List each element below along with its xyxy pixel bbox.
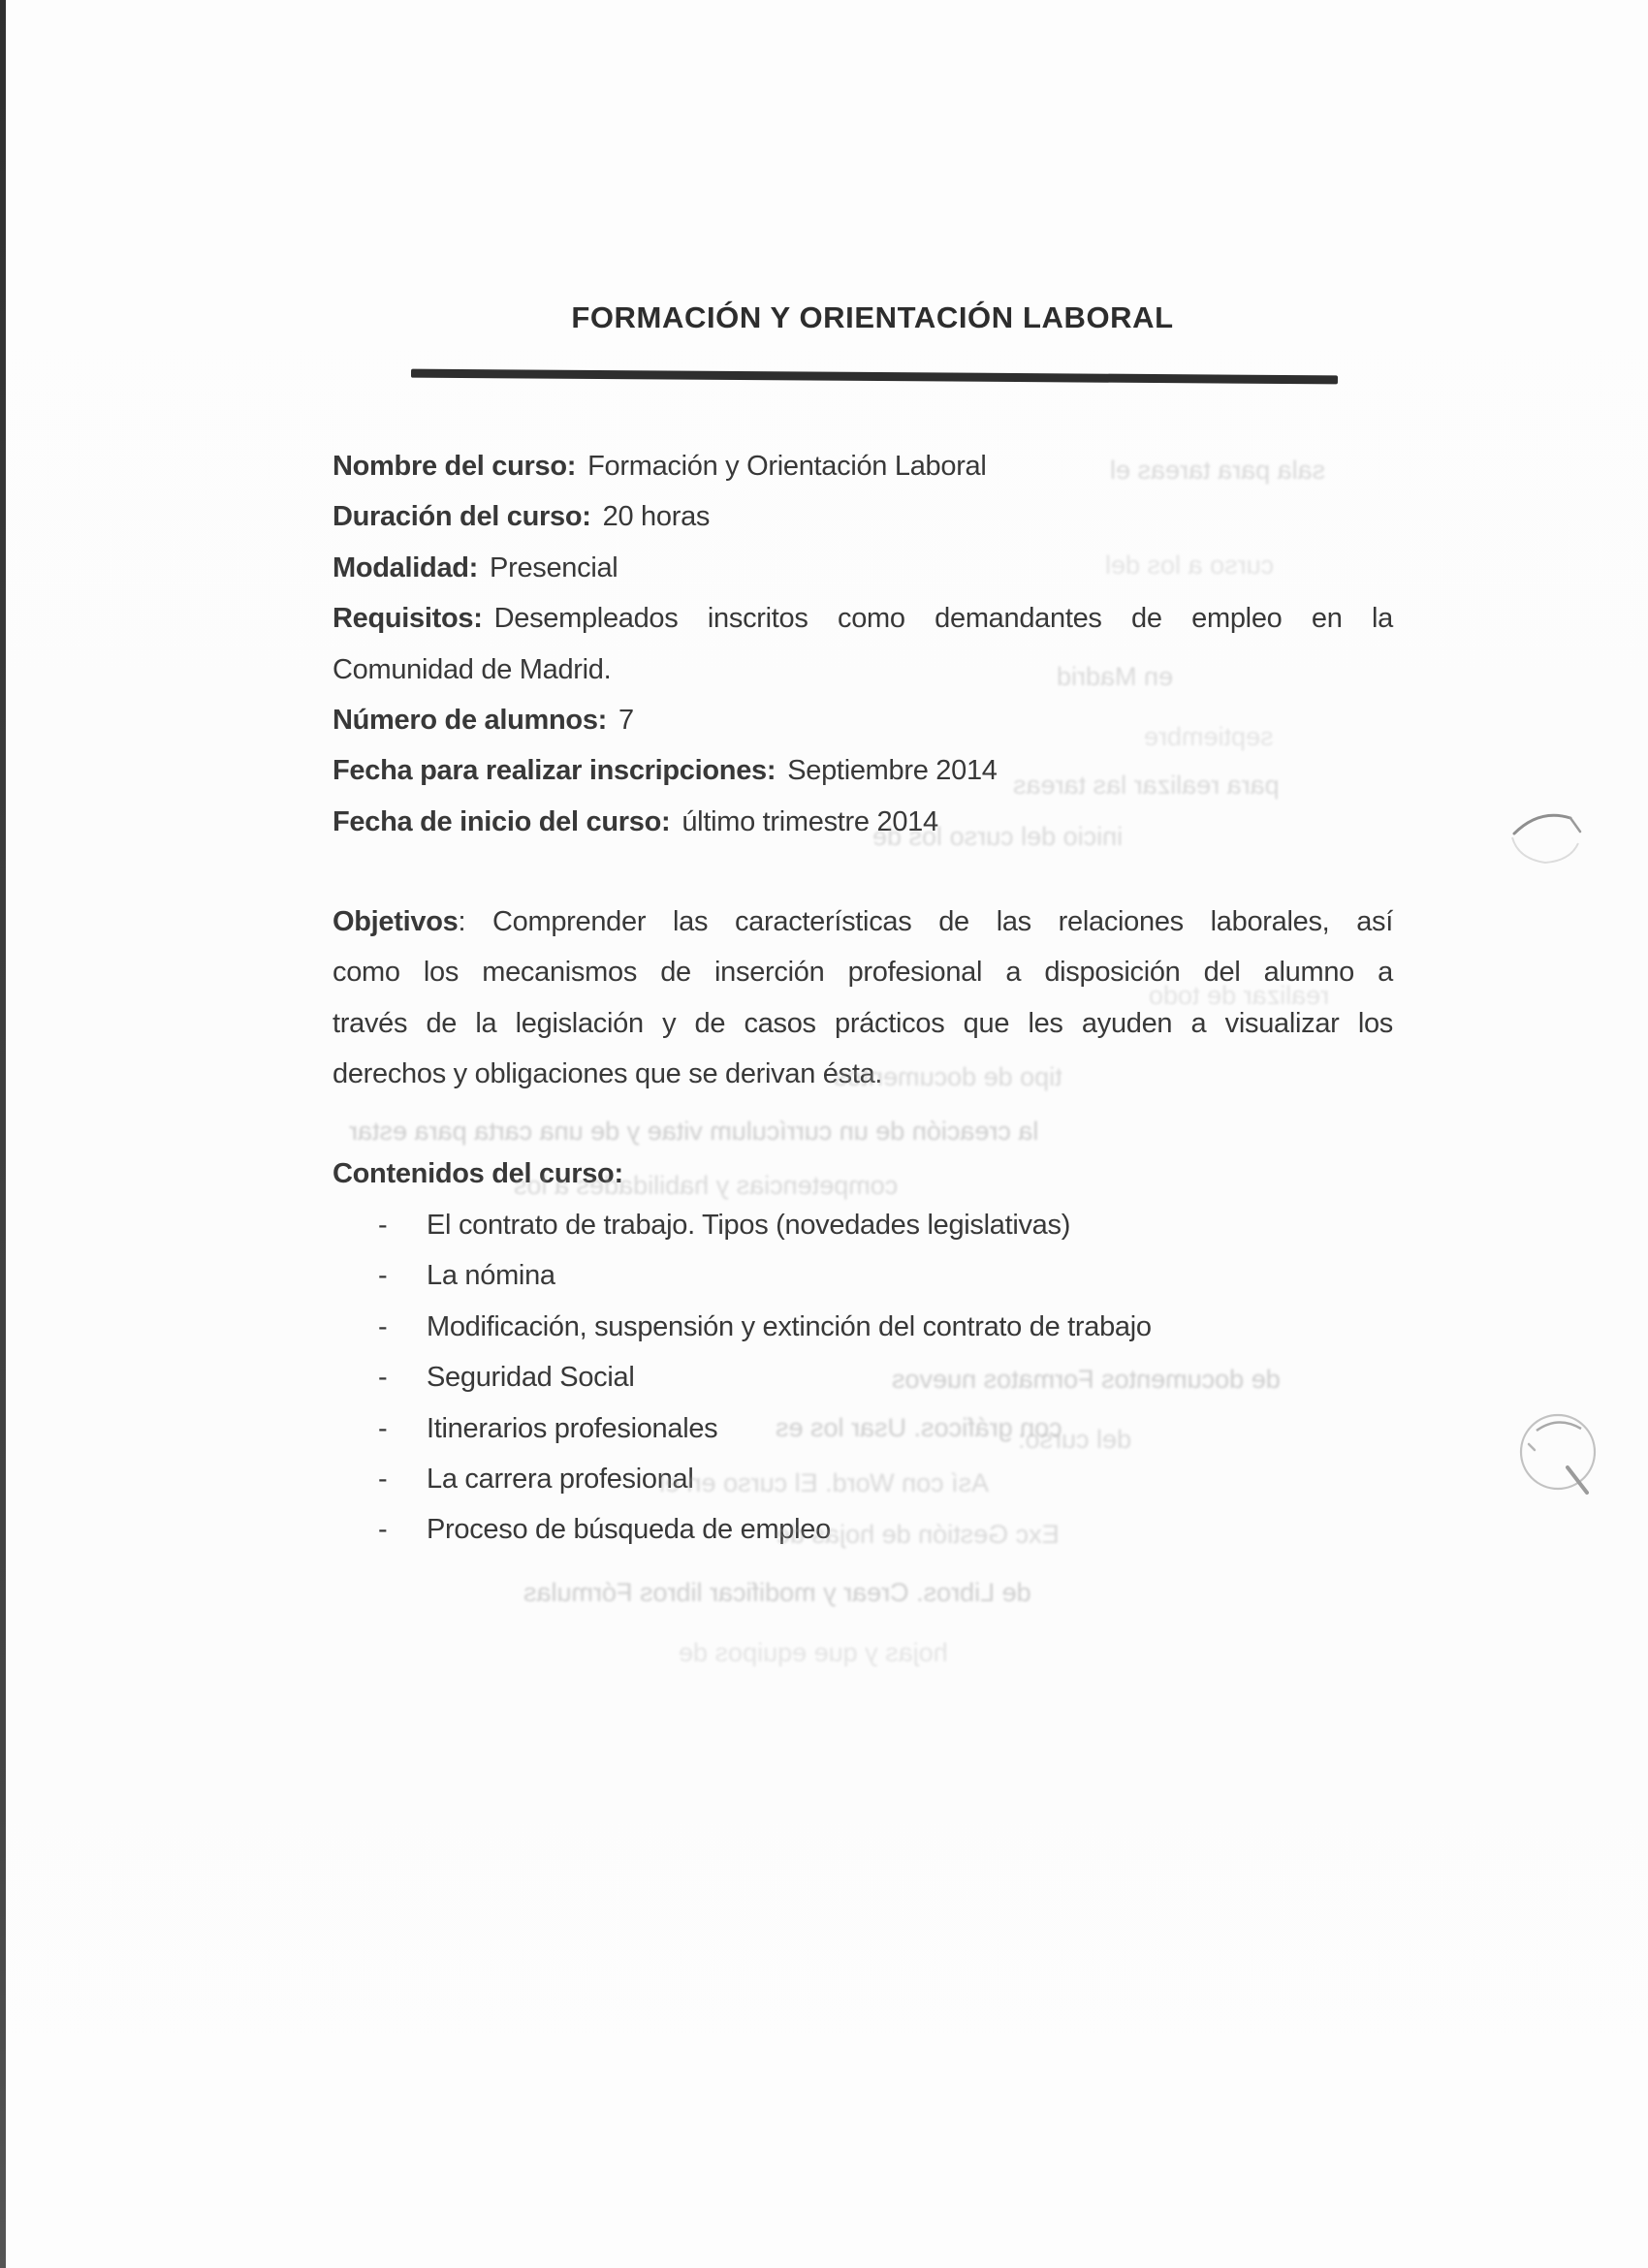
bullet-dash: - <box>378 1260 388 1292</box>
bullet-dash: - <box>378 1310 388 1342</box>
objetivos-line-3: través de la legislación y de casos prácticos que les ayuden a visualizar los <box>333 1007 1393 1039</box>
list-item-text: Modificación, suspensión y extinción del contrato de trabajo <box>427 1310 1152 1342</box>
contenidos-heading: Contenidos del curso: <box>333 1158 623 1189</box>
bleed-through-text: la creación de un currículum vitae y de una carta para estar <box>349 1117 1039 1146</box>
bleed-through-text: realizar de todo <box>1149 981 1330 1010</box>
scan-mark-arc <box>1501 793 1607 870</box>
field-value: Septiembre 2014 <box>787 755 998 787</box>
list-item <box>333 1250 1393 1301</box>
field-label: Duración del curso: <box>333 501 591 533</box>
bleed-through-text: Exc Gestión de hojas de <box>776 1520 1060 1549</box>
list-item-text: La nómina <box>427 1260 555 1292</box>
list-item-text: Itinerarios profesionales <box>427 1412 718 1444</box>
objetivos-label: Objetivos <box>333 906 459 937</box>
objetivos-line-2: como los mecanismos de inserción profesional a disposición del alumno a <box>333 957 1393 989</box>
field-value: Comunidad de Madrid. <box>333 653 612 685</box>
bullet-dash: - <box>378 1514 388 1546</box>
field-value: 20 horas <box>602 501 711 533</box>
field-fecha-inicio <box>333 797 1393 847</box>
bleed-through-text: de Libros. Crear y modificar libros Fórmulas <box>523 1578 1031 1607</box>
field-value: último trimestre 2014 <box>681 805 938 837</box>
bullet-dash: - <box>378 1362 388 1394</box>
field-label: Nombre del curso: <box>333 451 577 482</box>
paragraph-text: : Comprender las características de las relaciones laborales, así <box>458 906 1393 937</box>
bleed-through-text: sala para tareas el <box>1110 456 1326 485</box>
field-label: Fecha de inicio del curso: <box>333 805 671 837</box>
bleed-through-text: para realizar las tareas <box>1013 771 1280 800</box>
field-duracion <box>333 491 1393 542</box>
field-requisitos-line1 <box>333 593 1393 644</box>
bleed-through-text: septiembre <box>1144 722 1274 751</box>
bleed-through-text: curso a los del <box>1105 551 1275 580</box>
bleed-through-text: de documentos Formatos nuevos <box>892 1365 1281 1394</box>
field-value: Formación y Orientación Laboral <box>587 451 987 482</box>
objetivos-line-4: derechos y obligaciones que se derivan ésta. <box>333 1058 883 1090</box>
bleed-through-text: Así con Word. El curso en el <box>659 1468 990 1497</box>
list-item <box>333 1200 1393 1250</box>
bleed-through-text: con gráficos. Usar los es <box>776 1413 1062 1442</box>
bleed-through-text: en Madrid <box>1057 662 1174 691</box>
field-value: Desempleados inscritos como demandantes de empleo en la <box>493 603 1393 635</box>
field-value: Presencial <box>490 551 618 583</box>
list-item-text: Seguridad Social <box>427 1362 635 1394</box>
list-item-text: La carrera profesional <box>427 1463 694 1495</box>
scan-mark-circle <box>1507 1403 1614 1510</box>
field-label: Requisitos: <box>333 603 483 635</box>
bleed-through-text: tipo de documentos <box>834 1062 1062 1091</box>
list-item-text: Proceso de búsqueda de empleo <box>427 1514 831 1546</box>
page-title: FORMACIÓN Y ORIENTACIÓN LABORAL <box>571 300 1174 334</box>
objetivos-line-1 <box>333 897 1393 947</box>
bullet-dash: - <box>378 1412 388 1444</box>
field-label: Número de alumnos: <box>333 704 608 736</box>
field-label: Modalidad: <box>333 551 479 583</box>
bleed-through-text: del curso: <box>1018 1425 1132 1454</box>
bleed-through-text: competencias y habilidades a los <box>514 1171 899 1200</box>
bullet-dash: - <box>378 1463 388 1495</box>
field-label: Fecha para realizar inscripciones: <box>333 755 776 787</box>
list-item <box>333 1302 1393 1352</box>
scanner-edge-shadow <box>0 0 6 2268</box>
bleed-through-text: hojas y que equipos de <box>679 1638 948 1667</box>
bleed-through-text: inicio del curso los de <box>872 822 1124 851</box>
bullet-dash: - <box>378 1210 388 1241</box>
field-value: 7 <box>618 704 634 736</box>
list-item-text: El contrato de trabajo. Tipos (novedades legislativas) <box>427 1210 1071 1241</box>
